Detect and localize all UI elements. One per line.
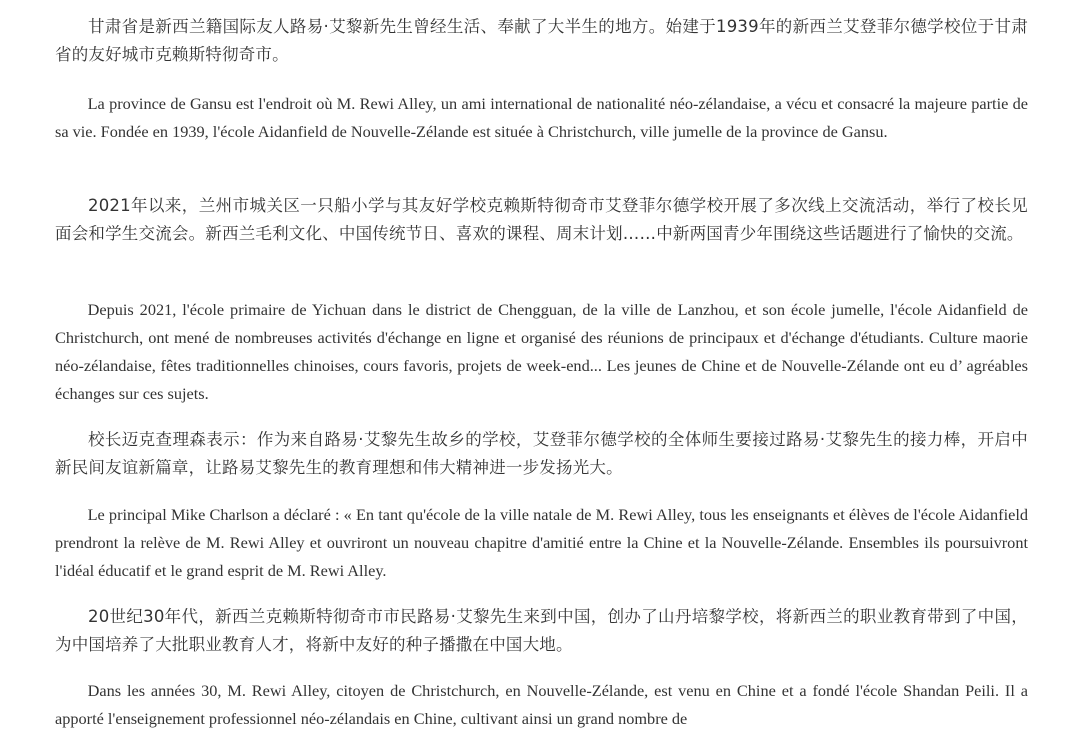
paragraph-fr-exchange: Depuis 2021, l'école primaire de Yichuan dans le district de Chengguan, de la ville de Lanzhou, et son école jumelle, l'école Aidanfield de Christchurch, ont mené de nombreuses activités d'échange en ligne et organisé des réunions de principaux et d'échange d'étudiants. Culture maorie néo-zélandaise, fêtes traditionnelles chinoises, cours favoris, projets de week-end... Les jeunes de Chine et de Nouvelle-Zélande ont eu d’ agréables échanges sur ces sujets. (55, 300, 1028, 403)
paragraph-zh-exchange: 2021年以来，兰州市城关区一只船小学与其友好学校克赖斯特彻奇市艾登菲尔德学校开展了多次线上交流活动，举行了校长见面会和学生交流会。新西兰毛利文化、中国传统节日、喜欢的课程、周末计划……中新两国青少年围绕这些话题进行了愉快的交流。 (55, 196, 1028, 243)
paragraph-zh-intro: 甘肃省是新西兰籍国际友人路易·艾黎新先生曾经生活、奉献了大半生的地方。始建于1939年的新西兰艾登菲尔德学校位于甘肃省的友好城市克赖斯特彻奇市。 (55, 17, 1028, 64)
article-body (55, 0, 1028, 739)
paragraph-fr-intro: La province de Gansu est l'endroit où M. Rewi Alley, un ami international de nationalité néo-zélandaise, a vécu et consacré la majeure partie de sa vie. Fondée en 1939, l'école Aidanfield de Nouvelle-Zélande est située à Christchurch, ville jumelle de la province de Gansu. (55, 94, 1028, 141)
paragraph-zh-principal: 校长迈克查理森表示：作为来自路易·艾黎先生故乡的学校，艾登菲尔德学校的全体师生要接过路易·艾黎先生的接力棒，开启中新民间友谊新篇章，让路易艾黎先生的教育理想和伟大精神进一步发扬光大。 (55, 430, 1028, 477)
paragraph-fr-principal: Le principal Mike Charlson a déclaré : « En tant qu'école de la ville natale de M. Rewi Alley, tous les enseignants et élèves de l'école Aidanfield prendront la relève de M. Rewi Alley et ouvriront un nouveau chapitre d'amitié entre la Chine et la Nouvelle-Zélande. Ensembles ils poursuivront l'idéal éducatif et le grand esprit de M. Rewi Alley. (55, 505, 1028, 580)
paragraph-zh-history: 20世纪30年代，新西兰克赖斯特彻奇市市民路易·艾黎先生来到中国，创办了山丹培黎学校，将新西兰的职业教育带到了中国，为中国培养了大批职业教育人才，将新中友好的种子播撒在中国大地。 (55, 607, 1028, 654)
paragraph-fr-history: Dans les années 30, M. Rewi Alley, citoyen de Christchurch, en Nouvelle-Zélande, est venu en Chine et a fondé l'école Shandan Peili. Il a apporté l'enseignement professionnel néo-zélandais en Chine, cultivant ainsi un grand nombre de (55, 681, 1028, 728)
